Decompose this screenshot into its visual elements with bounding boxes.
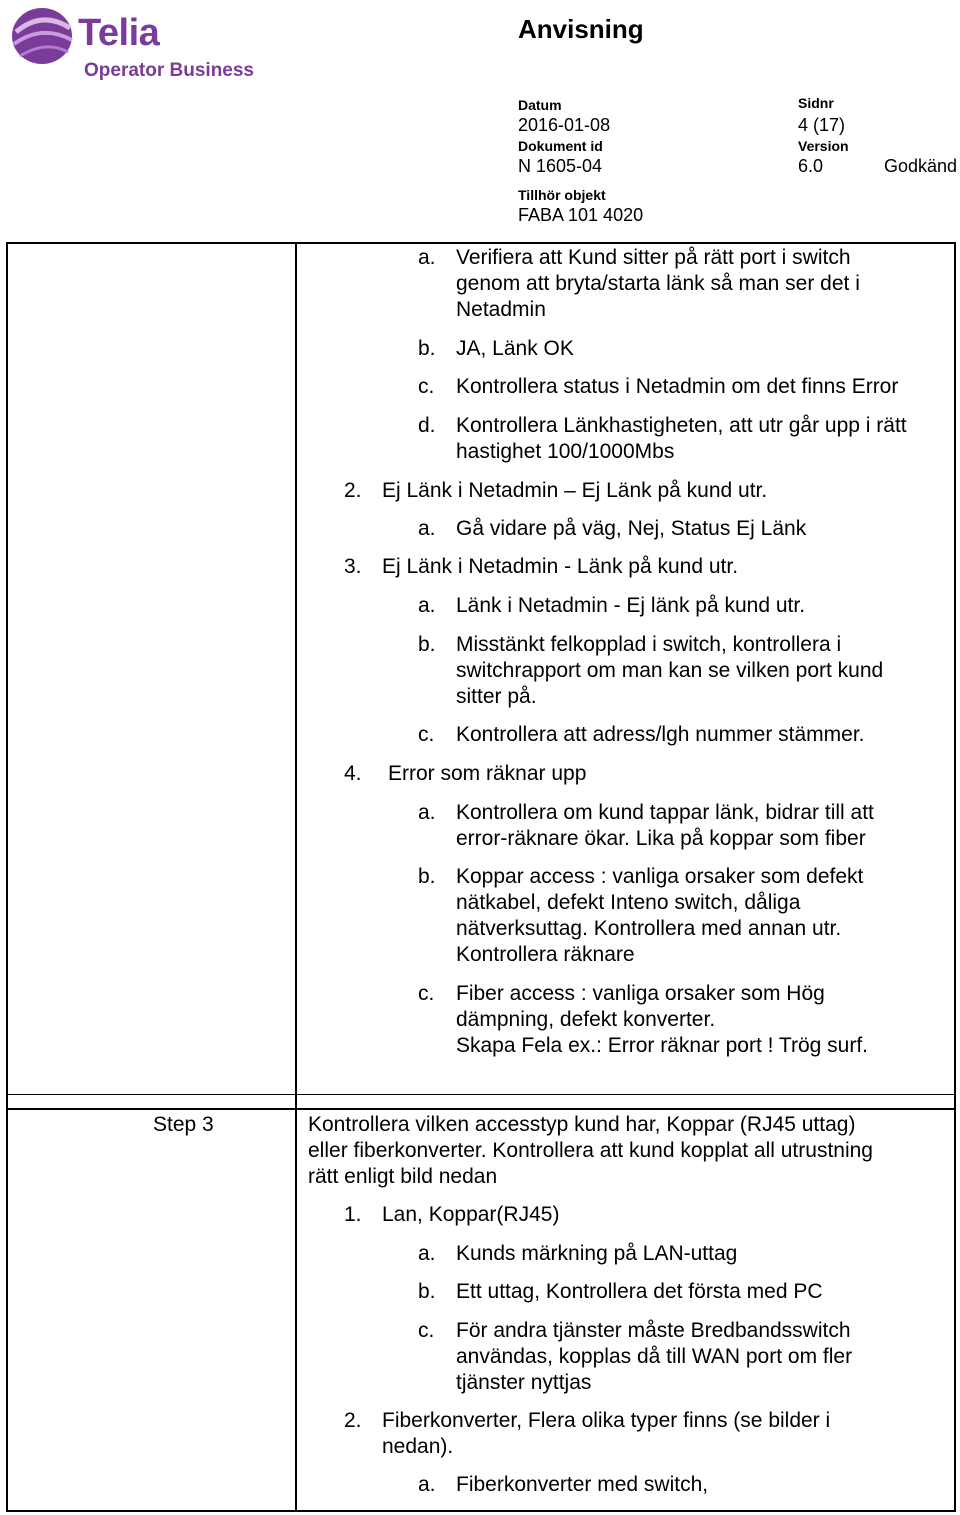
sidnr-value: 4 (17): [798, 115, 846, 135]
list-item: Länk i Netadmin - Ej länk på kund utr.: [456, 594, 806, 617]
list-item: Kunds märkning på LAN-uttag: [456, 1242, 738, 1265]
list-item-line: Verifiera att Kund sitter på rätt port i switch: [456, 246, 851, 269]
list-item-line: Misstänkt felkopplad i switch, kontrollera i: [456, 633, 842, 656]
row-divider-bottom: [6, 1094, 956, 1095]
list-item: Ej Länk i Netadmin – Ej Länk på kund utr.: [382, 479, 768, 502]
list-item-line: användas, kopplas då till WAN port om fler: [456, 1345, 853, 1368]
list-item-line: tjänster nyttjas: [456, 1371, 592, 1394]
marker: b.: [418, 865, 436, 888]
version-label: Version: [798, 138, 849, 154]
list-item-line: switchrapport om man kan se vilken port kund: [456, 659, 884, 682]
tillhor-value: FABA 101 4020: [518, 205, 644, 225]
list-item-line: Skapa Fela ex.: Error räknar port ! Trög surf.: [456, 1034, 868, 1057]
list-item: Fiberkonverter med switch,: [456, 1473, 709, 1496]
list-item-line: För andra tjänster måste Bredbandsswitch: [456, 1319, 851, 1342]
marker: c.: [418, 1319, 435, 1342]
list-item-line: nätkabel, defekt Inteno switch, dåliga: [456, 891, 801, 914]
marker: a.: [418, 517, 436, 540]
list-item-line: nätverksuttag. Kontrollera med annan utr.: [456, 917, 842, 940]
marker: 1.: [344, 1203, 362, 1226]
sidnr-label: Sidnr: [798, 95, 834, 111]
status-value: Godkänd: [884, 156, 958, 176]
table-right-border: [954, 242, 956, 1512]
marker: 4.: [344, 762, 362, 785]
list-item: JA, Länk OK: [456, 337, 574, 360]
list-item: Gå vidare på väg, Nej, Status Ej Länk: [456, 517, 807, 540]
list-item-line: nedan).: [382, 1435, 454, 1458]
marker: c.: [418, 375, 435, 398]
marker: b.: [418, 1280, 436, 1303]
table-bottom-rule: [6, 1510, 956, 1512]
list-item-line: sitter på.: [456, 685, 537, 708]
datum-label: Datum: [518, 97, 562, 113]
list-item-line: dämpning, defekt konverter.: [456, 1008, 716, 1031]
version-value: 6.0: [798, 156, 824, 176]
list-item-line: Koppar access : vanliga orsaker som defekt: [456, 865, 864, 888]
list-item-line: Fiber access : vanliga orsaker som Hög: [456, 982, 825, 1005]
step-label: Step 3: [153, 1113, 214, 1136]
marker: a.: [418, 801, 436, 824]
brand-name: Telia: [78, 12, 160, 54]
datum-value: 2016-01-08: [518, 115, 611, 135]
intro-line: eller fiberkonverter. Kontrollera att kund kopplat all utrustning: [308, 1139, 873, 1162]
marker: d.: [418, 414, 436, 437]
table-left-border: [6, 242, 8, 1512]
brand-subtitle: Operator Business: [84, 60, 254, 81]
marker: 2.: [344, 479, 362, 502]
intro-line: Kontrollera vilken accesstyp kund har, Koppar (RJ45 uttag): [308, 1113, 856, 1136]
list-item-line: Fiberkonverter, Flera olika typer finns (se bilder i: [382, 1409, 831, 1432]
marker: 2.: [344, 1409, 362, 1432]
marker: c.: [418, 982, 435, 1005]
document-title: Anvisning: [518, 14, 644, 44]
list-item-line: genom att bryta/starta länk så man ser det i: [456, 272, 860, 295]
list-item: Kontrollera status i Netadmin om det finns Error: [456, 375, 899, 398]
list-item: Kontrollera att adress/lgh nummer stämmer.: [456, 723, 865, 746]
marker: c.: [418, 723, 435, 746]
tillhor-label: Tillhör objekt: [518, 187, 606, 203]
list-item: Ej Länk i Netadmin - Länk på kund utr.: [382, 555, 739, 578]
marker: a.: [418, 1242, 436, 1265]
list-item: Lan, Koppar(RJ45): [382, 1203, 560, 1226]
list-item: Error som räknar upp: [388, 762, 587, 785]
dokument-id-value: N 1605-04: [518, 156, 603, 176]
column-divider: [295, 242, 297, 1512]
list-item-line: Kontrollera Länkhastigheten, att utr går upp i rätt: [456, 414, 907, 437]
list-item-line: Kontrollera om kund tappar länk, bidrar till att: [456, 801, 874, 824]
marker: 3.: [344, 555, 362, 578]
marker: a.: [418, 246, 436, 269]
dokument-id-label: Dokument id: [518, 138, 603, 154]
marker: a.: [418, 594, 436, 617]
list-item-line: error-räknare ökar. Lika på koppar som fiber: [456, 827, 866, 850]
marker: b.: [418, 633, 436, 656]
list-item-line: Kontrollera räknare: [456, 943, 635, 966]
list-item: Ett uttag, Kontrollera det första med PC: [456, 1280, 823, 1303]
row-divider-top: [6, 1108, 956, 1110]
marker: b.: [418, 337, 436, 360]
intro-line: rätt enligt bild nedan: [308, 1165, 498, 1188]
table-top-rule: [6, 242, 956, 244]
marker: a.: [418, 1473, 436, 1496]
list-item-line: Netadmin: [456, 298, 546, 321]
list-item-line: hastighet 100/1000Mbs: [456, 440, 675, 463]
